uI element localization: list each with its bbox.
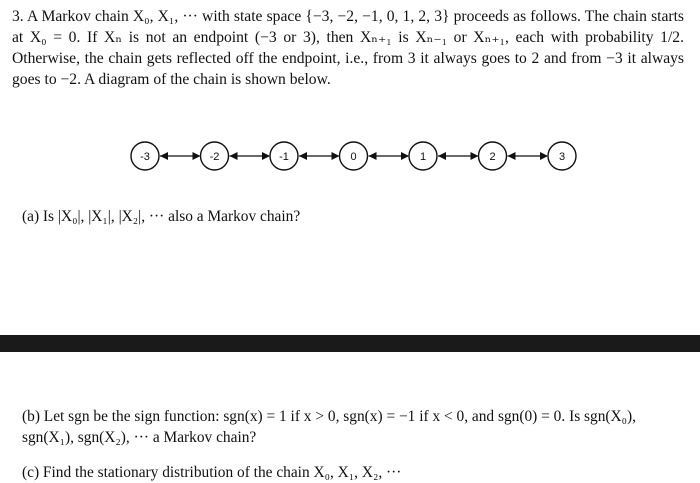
state-label: 2 bbox=[489, 151, 496, 163]
part-a-question: (a) Is |X₀|, |X₁|, |X₂|, ··· also a Markov chain? bbox=[22, 208, 301, 225]
state-label: 0 bbox=[350, 151, 357, 163]
state-node bbox=[340, 142, 368, 170]
state-label: 1 bbox=[419, 151, 427, 163]
state-node bbox=[270, 142, 298, 170]
state-node bbox=[409, 142, 437, 170]
part-c-question: (c) Find the stationary distribution of the chain X₀, X₁, X₂, ··· bbox=[22, 464, 402, 481]
state-label: 3 bbox=[558, 151, 566, 163]
problem-statement: 3. A Markov chain X₀, X₁, ··· with state space {−3, −2, −1, 0, 1, 2, 3} proceeds as follows. The chain starts at X₀ = 0. If Xₙ is not an endpoint (−3 or 3), then Xₙ₊₁ is Xₙ₋₁ or Xₙ₊₁, each with probability 1/2. Otherwise, the chain gets reflected off the endpoint, i.e., from 3 it always goes to 2 and from −3 it always goes to −2. A diagram of the chain is shown below. bbox=[12, 8, 684, 88]
state-node bbox=[548, 142, 576, 170]
part-b-question: (b) Let sgn be the sign function: sgn(x) = 1 if x > 0, sgn(x) = −1 if x < 0, and sgn(0) = 0. Is sgn(X₀), sgn(X₁), sgn(X₂), ··· a Markov chain? bbox=[22, 408, 636, 446]
markov-chain-diagram bbox=[100, 134, 580, 178]
chain-svg bbox=[100, 134, 580, 178]
state-node bbox=[201, 142, 229, 170]
state-node bbox=[479, 142, 507, 170]
state-label: -1 bbox=[279, 151, 289, 163]
arrow-head bbox=[299, 152, 307, 160]
divider-bar bbox=[0, 335, 700, 352]
arrow-head bbox=[369, 152, 377, 160]
arrow-head bbox=[438, 152, 446, 160]
arrow-head bbox=[160, 152, 168, 160]
arrow-head bbox=[508, 152, 516, 160]
state-label: -2 bbox=[209, 151, 220, 163]
state-label: -3 bbox=[140, 151, 150, 163]
state-node bbox=[131, 142, 159, 170]
arrow-head bbox=[230, 152, 238, 160]
